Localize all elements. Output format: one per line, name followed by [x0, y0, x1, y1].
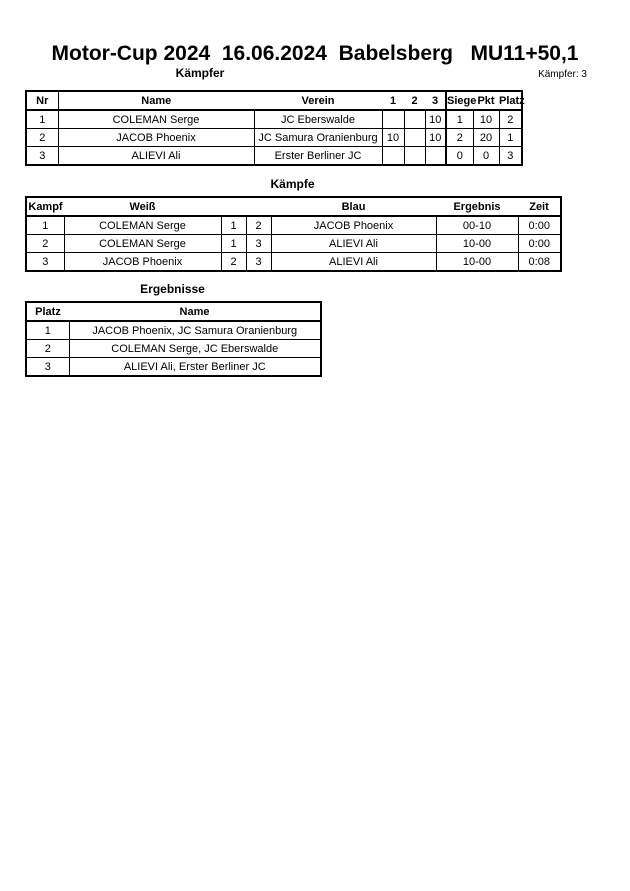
cell-ergebnis: 10-00	[436, 253, 518, 272]
result-row	[26, 321, 321, 340]
cell-round1	[382, 110, 404, 129]
col-header-round3: 3	[425, 91, 446, 110]
cell-pkt: 0	[473, 147, 499, 166]
cell-siege: 1	[446, 110, 473, 129]
col-header-name: Name	[58, 91, 254, 110]
cell-platz: 3	[26, 358, 69, 377]
cell-zeit: 0:08	[518, 253, 561, 272]
fighter-count-label: Kämpfer: 3	[538, 69, 587, 80]
cell-name: ALIEVI Ali	[58, 147, 254, 166]
col-header-platz: Platz	[26, 302, 69, 321]
cell-verein: JC Samura Oranienburg	[254, 129, 382, 147]
cell-siege: 0	[446, 147, 473, 166]
cell-name: COLEMAN Serge	[58, 110, 254, 129]
cell-name: JACOB Phoenix	[58, 129, 254, 147]
fighters-table	[25, 90, 523, 166]
cell-nr: 3	[26, 147, 58, 166]
cell-weiss-name: COLEMAN Serge	[64, 216, 221, 235]
cell-weiss-nr: 2	[221, 253, 246, 272]
cell-nr: 2	[26, 129, 58, 147]
cell-platz: 2	[499, 110, 522, 129]
cell-ergebnis: 10-00	[436, 235, 518, 253]
cell-zeit: 0:00	[518, 216, 561, 235]
cell-ergebnis: 00-10	[436, 216, 518, 235]
col-header-kampf: Kampf	[26, 197, 64, 216]
results-section-title: Ergebnisse	[140, 282, 205, 296]
fighter-row	[26, 129, 522, 147]
cell-round2	[404, 110, 425, 129]
cell-verein: Erster Berliner JC	[254, 147, 382, 166]
col-header-name: Name	[69, 302, 321, 321]
cell-blau-nr: 3	[246, 253, 271, 272]
col-header-platz: Platz	[499, 91, 522, 110]
cell-round3: 10	[425, 110, 446, 129]
col-header-zeit: Zeit	[518, 197, 561, 216]
fight-row	[26, 216, 561, 235]
col-header-nr: Nr	[26, 91, 58, 110]
fighters-section-title: Kämpfer	[175, 66, 225, 80]
cell-kampf-nr: 2	[26, 235, 64, 253]
page-title: Motor-Cup 2024 16.06.2024 Babelsberg MU11+50,1	[51, 42, 579, 65]
cell-weiss-name: COLEMAN Serge	[64, 235, 221, 253]
col-header-weiss: Weiß	[64, 197, 221, 216]
cell-name: COLEMAN Serge, JC Eberswalde	[69, 340, 321, 358]
fights-section-title: Kämpfe	[270, 177, 315, 191]
cell-platz: 1	[26, 321, 69, 340]
cell-verein: JC Eberswalde	[254, 110, 382, 129]
cell-platz: 1	[499, 129, 522, 147]
fighters-header-row	[26, 91, 522, 110]
col-header-weiss-nr	[221, 197, 246, 216]
col-header-ergebnis: Ergebnis	[436, 197, 518, 216]
cell-weiss-nr: 1	[221, 235, 246, 253]
cell-round1: 10	[382, 129, 404, 147]
cell-weiss-nr: 1	[221, 216, 246, 235]
result-row	[26, 340, 321, 358]
col-header-siege: Siege	[446, 91, 473, 110]
cell-round2	[404, 147, 425, 166]
col-header-round1: 1	[382, 91, 404, 110]
cell-zeit: 0:00	[518, 235, 561, 253]
cell-kampf-nr: 3	[26, 253, 64, 272]
col-header-round2: 2	[404, 91, 425, 110]
fights-header-row	[26, 197, 561, 216]
cell-round1	[382, 147, 404, 166]
fights-table	[25, 196, 562, 272]
cell-kampf-nr: 1	[26, 216, 64, 235]
cell-round3	[425, 147, 446, 166]
results-header-row	[26, 302, 321, 321]
cell-round3: 10	[425, 129, 446, 147]
cell-siege: 2	[446, 129, 473, 147]
results-table	[25, 301, 322, 377]
col-header-pkt: Pkt	[473, 91, 499, 110]
cell-pkt: 20	[473, 129, 499, 147]
cell-blau-name: ALIEVI Ali	[271, 235, 436, 253]
cell-platz: 2	[26, 340, 69, 358]
cell-nr: 1	[26, 110, 58, 129]
cell-blau-nr: 3	[246, 235, 271, 253]
cell-blau-name: JACOB Phoenix	[271, 216, 436, 235]
col-header-verein: Verein	[254, 91, 382, 110]
fight-row	[26, 253, 561, 272]
fight-row	[26, 235, 561, 253]
cell-name: ALIEVI Ali, Erster Berliner JC	[69, 358, 321, 377]
cell-name: JACOB Phoenix, JC Samura Oranienburg	[69, 321, 321, 340]
fighter-row	[26, 147, 522, 166]
col-header-blau-nr	[246, 197, 271, 216]
col-header-blau: Blau	[271, 197, 436, 216]
cell-round2	[404, 129, 425, 147]
cell-platz: 3	[499, 147, 522, 166]
fighter-row	[26, 110, 522, 129]
cell-blau-name: ALIEVI Ali	[271, 253, 436, 272]
result-row	[26, 358, 321, 377]
cell-pkt: 10	[473, 110, 499, 129]
cell-weiss-name: JACOB Phoenix	[64, 253, 221, 272]
cell-blau-nr: 2	[246, 216, 271, 235]
